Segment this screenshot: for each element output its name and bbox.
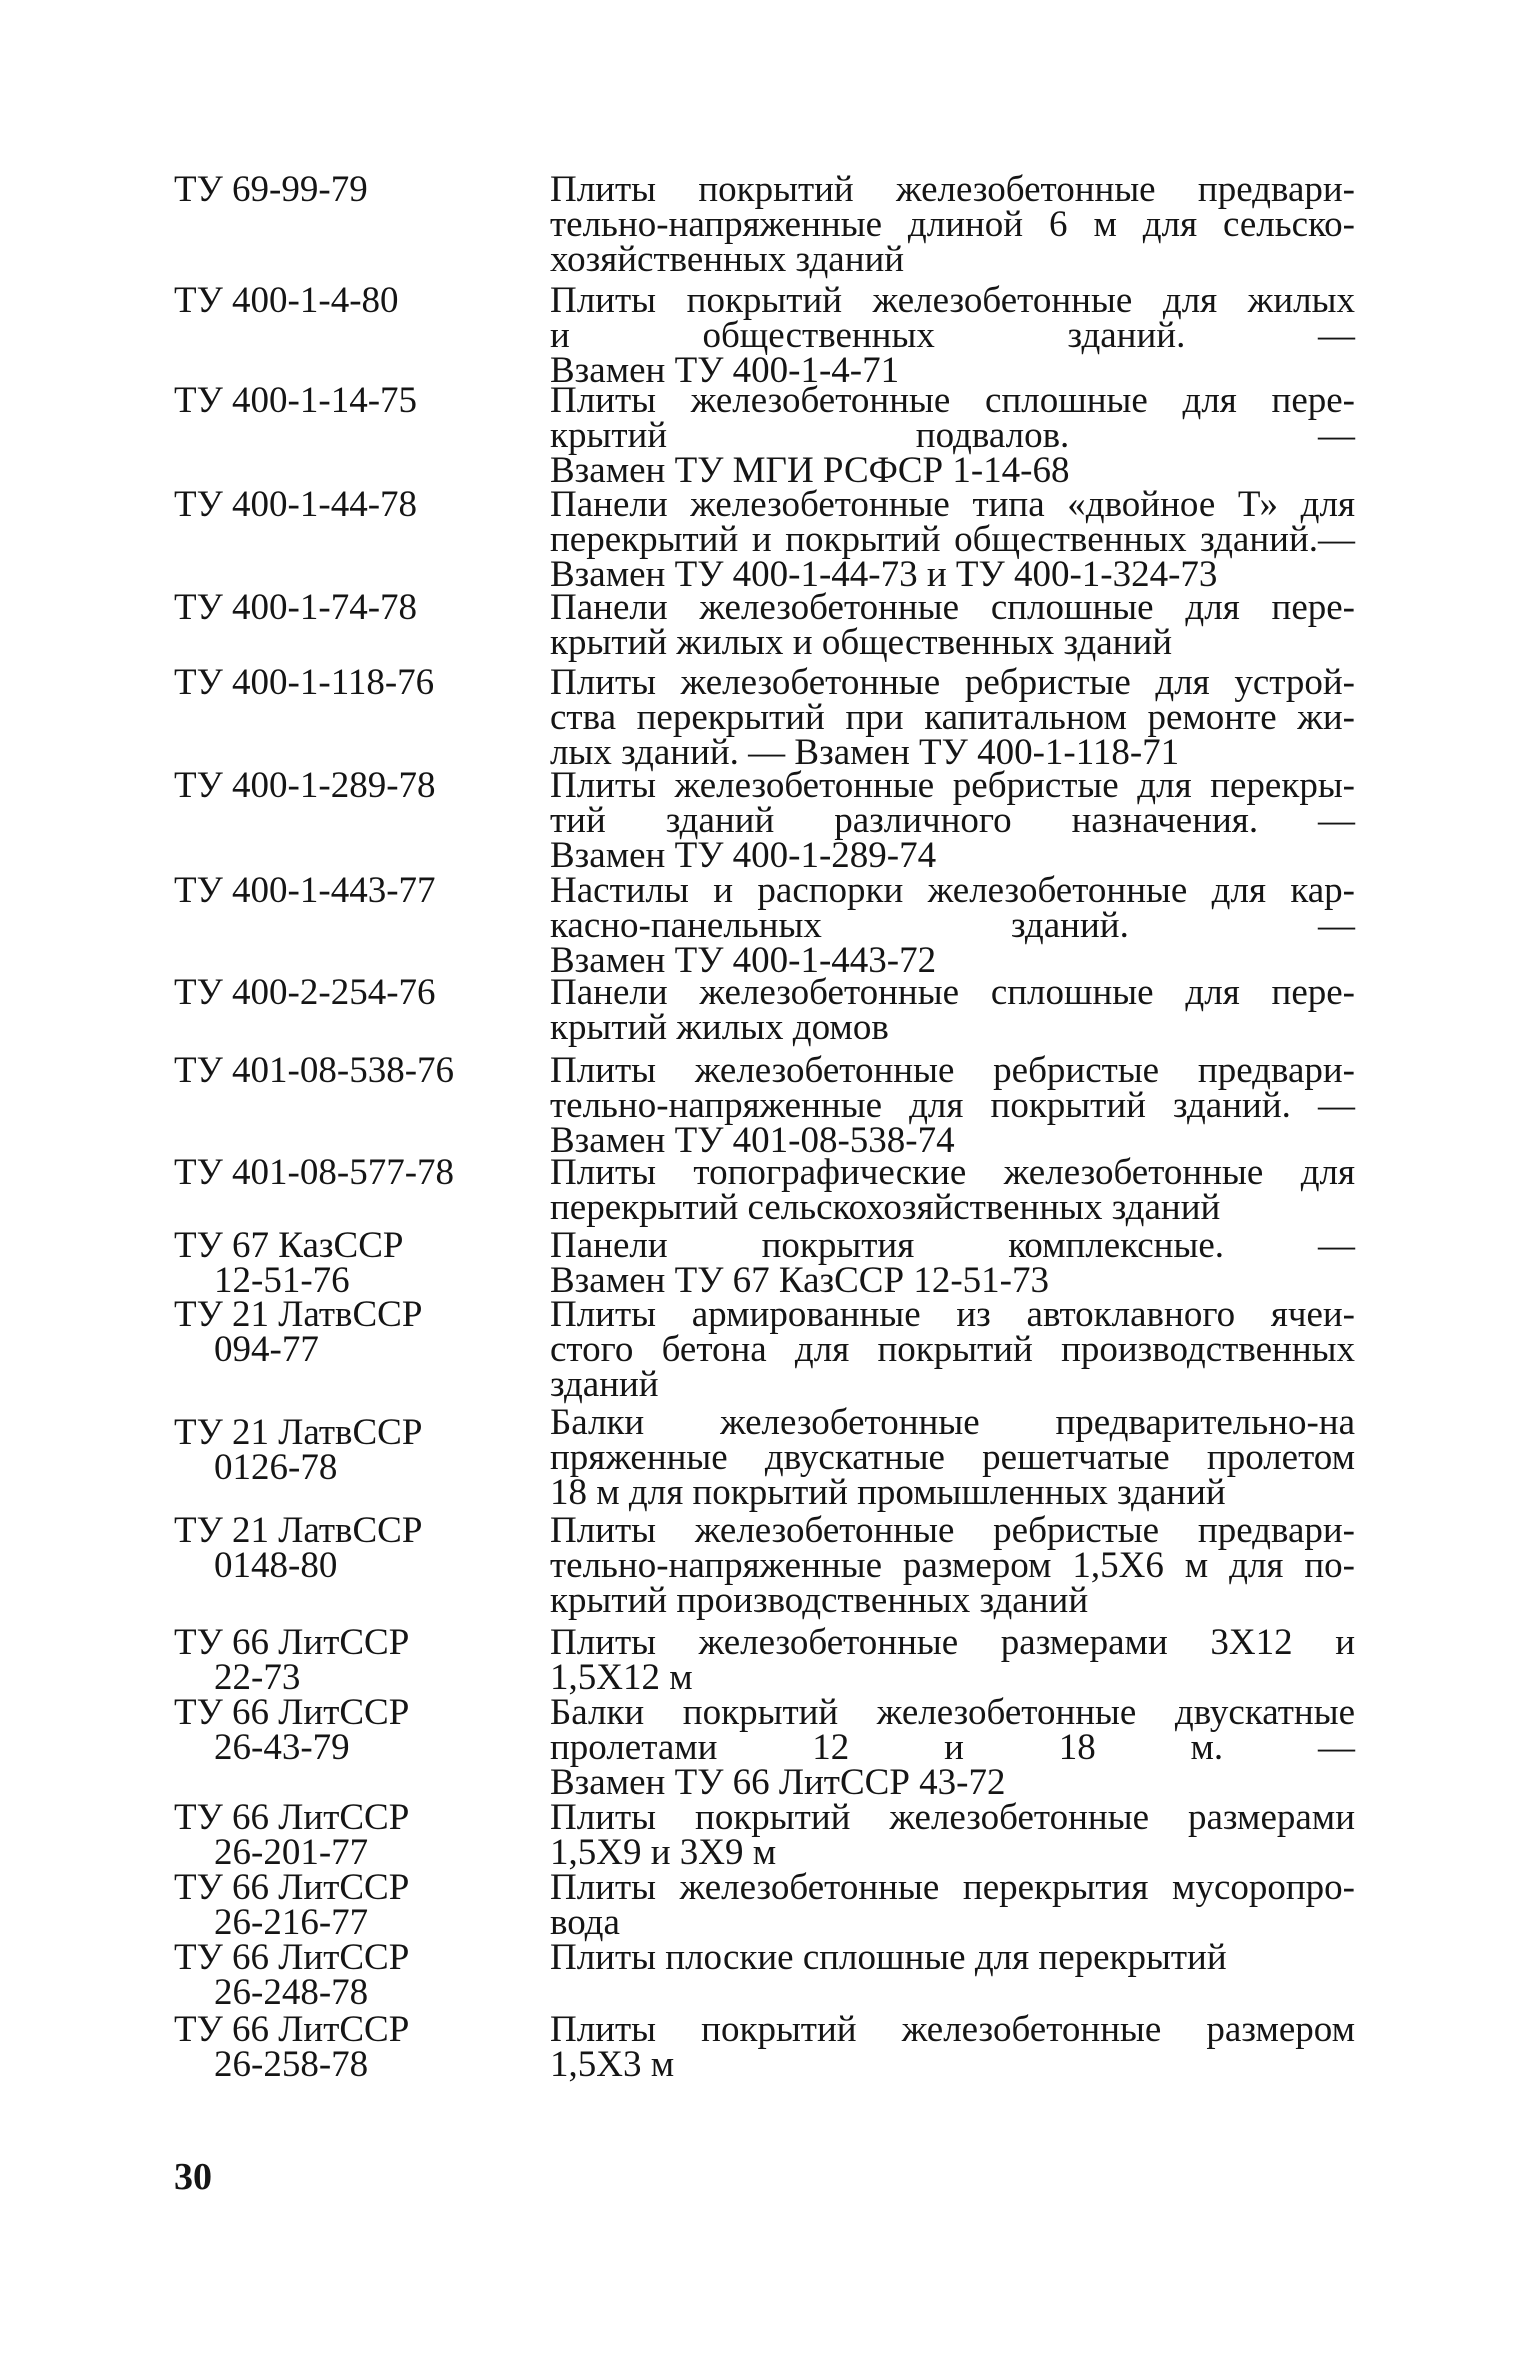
standard-description <box>550 484 1355 595</box>
description-line: 1,5Х12 м <box>550 1657 693 1698</box>
page-number: 30 <box>174 2156 212 2198</box>
standard-description <box>550 1510 1355 1621</box>
standard-code <box>174 1692 504 1768</box>
description-line: крытий жилых домов <box>550 1007 889 1048</box>
standard-code <box>174 870 504 911</box>
standard-code-line: ТУ 400-2-254-76 <box>174 972 436 1013</box>
description-line: Панели железобетонные сплошные для пере- <box>550 972 1355 1013</box>
standard-code-line: ТУ 400-1-4-80 <box>174 280 399 321</box>
standard-code-line: 12-51-76 <box>214 1260 350 1301</box>
standard-code <box>174 1050 504 1091</box>
description-line: Взамен ТУ 400-1-4-71 <box>550 350 900 391</box>
description-line: тельно-напряженные для покрытий зданий. — <box>550 1085 1355 1126</box>
description-line: Взамен ТУ 400-1-443-72 <box>550 940 937 981</box>
standard-code-line: 26-43-79 <box>214 1727 350 1768</box>
description-line: Плиты железобетонные ребристые для устрой- <box>550 662 1355 703</box>
standard-description <box>550 972 1355 1048</box>
description-line: перекрытий сельскохозяйственных зданий <box>550 1187 1221 1228</box>
standard-code-line: ТУ 66 ЛитССР <box>174 1622 410 1663</box>
description-line: Балки железобетонные предварительно-на <box>550 1402 1355 1443</box>
description-line: Плиты железобетонные ребристые предвари- <box>550 1510 1355 1551</box>
description-line: Панели железобетонные сплошные для пере- <box>550 587 1355 628</box>
description-line: Плиты топографические железобетонные для <box>550 1152 1355 1193</box>
description-line: лых зданий. — Взамен ТУ 400-1-118-71 <box>550 732 1180 773</box>
description-line: тельно-напряженные размером 1,5Х6 м для по- <box>550 1545 1355 1586</box>
standard-code <box>174 280 504 321</box>
description-line: Плиты железобетонные размерами 3Х12 и <box>550 1622 1355 1663</box>
standard-code-line: ТУ 400-1-289-78 <box>174 765 436 806</box>
standard-code-line: 094-77 <box>214 1329 319 1370</box>
standard-code <box>174 587 504 628</box>
standard-code-line: 26-248-78 <box>214 1972 369 2013</box>
standard-code-line: ТУ 69-99-79 <box>174 169 368 210</box>
description-line: и общественных зданий. — <box>550 315 1355 356</box>
standard-description <box>550 169 1355 280</box>
description-line: Плиты железобетонные ребристые для перекры- <box>550 765 1355 806</box>
standard-code-line: ТУ 400-1-74-78 <box>174 587 418 628</box>
description-line: Панели железобетонные типа «двойное Т» для <box>550 484 1355 525</box>
standard-code-line: 26-216-77 <box>214 1902 369 1943</box>
standard-description <box>550 380 1355 491</box>
description-line: 18 м для покрытий промышленных зданий <box>550 1472 1226 1513</box>
standard-code-line: ТУ 66 ЛитССР <box>174 1867 410 1908</box>
standard-description <box>550 870 1355 981</box>
standard-code-line: ТУ 401-08-577-78 <box>174 1152 455 1193</box>
standard-code <box>174 1937 504 2013</box>
standard-code <box>174 1412 504 1488</box>
standard-description <box>550 1050 1355 1161</box>
description-line: перекрытий и покрытий общественных зданий.— <box>550 519 1355 560</box>
description-line: Плиты покрытий железобетонные предвари- <box>550 169 1355 210</box>
description-line: 1,5Х3 м <box>550 2044 675 2085</box>
standard-code <box>174 972 504 1013</box>
standard-description <box>550 2009 1355 2085</box>
standard-code-line: ТУ 400-1-443-77 <box>174 870 436 911</box>
standard-code-line: ТУ 66 ЛитССР <box>174 1937 410 1978</box>
standard-description <box>550 1294 1355 1405</box>
standard-description <box>550 587 1355 663</box>
standard-description <box>550 280 1355 391</box>
standard-code-line: ТУ 21 ЛатвССР <box>174 1294 423 1335</box>
standard-code-line: 0148-80 <box>214 1545 338 1586</box>
standard-code-line: ТУ 66 ЛитССР <box>174 1797 410 1838</box>
description-line: вода <box>550 1902 620 1943</box>
standard-code-line: ТУ 66 ЛитССР <box>174 2009 410 2050</box>
description-line: пролетами 12 и 18 м. — <box>550 1727 1355 1768</box>
description-line: хозяйственных зданий <box>550 239 905 280</box>
description-line: крытий производственных зданий <box>550 1580 1089 1621</box>
description-line: 1,5Х9 и 3Х9 м <box>550 1832 777 1873</box>
standard-code-line: 26-258-78 <box>214 2044 369 2085</box>
description-line: тий зданий различного назначения. — <box>550 800 1355 841</box>
standard-code-line: 0126-78 <box>214 1447 338 1488</box>
description-line: Плиты железобетонные ребристые предвари- <box>550 1050 1355 1091</box>
standard-code-line: 26-201-77 <box>214 1832 369 1873</box>
standard-code <box>174 2009 504 2085</box>
description-line: Плиты железобетонные перекрытия мусоропро- <box>550 1867 1355 1908</box>
description-line: Взамен ТУ 400-1-289-74 <box>550 835 937 876</box>
standard-code <box>174 1294 504 1370</box>
standard-code-line: ТУ 400-1-14-75 <box>174 380 418 421</box>
description-line: Плиты покрытий железобетонные размерами <box>550 1797 1355 1838</box>
standard-code <box>174 662 504 703</box>
description-line: зданий <box>550 1364 659 1405</box>
description-line: Взамен ТУ 66 ЛитССР 43-72 <box>550 1762 1006 1803</box>
standard-code-line: ТУ 400-1-44-78 <box>174 484 418 525</box>
description-line: пряженные двускатные решетчатые пролетом <box>550 1437 1355 1478</box>
description-line: Взамен ТУ 401-08-538-74 <box>550 1120 955 1161</box>
standard-code-line: ТУ 21 ЛатвССР <box>174 1510 423 1551</box>
description-line: тельно-напряженные длиной 6 м для сельско- <box>550 204 1355 245</box>
description-line: Плиты железобетонные сплошные для пере- <box>550 380 1355 421</box>
standard-code-line: ТУ 67 КазССР <box>174 1225 404 1266</box>
standard-code <box>174 1867 504 1943</box>
standard-code <box>174 1797 504 1873</box>
description-line: Взамен ТУ 400-1-44-73 и ТУ 400-1-324-73 <box>550 554 1218 595</box>
standard-description <box>550 662 1355 773</box>
standard-description <box>550 1225 1355 1301</box>
standard-code <box>174 484 504 525</box>
standard-code-line: ТУ 400-1-118-76 <box>174 662 435 703</box>
standard-code <box>174 380 504 421</box>
description-line: Взамен ТУ МГИ РСФСР 1-14-68 <box>550 450 1070 491</box>
standard-code <box>174 1622 504 1698</box>
standard-code-line: ТУ 21 ЛатвССР <box>174 1412 423 1453</box>
standard-code-line: ТУ 66 ЛитССР <box>174 1692 410 1733</box>
description-line: Плиты плоские сплошные для перекрытий <box>550 1937 1227 1978</box>
description-line: Плиты покрытий железобетонные размером <box>550 2009 1355 2050</box>
description-line: крытий подвалов. — <box>550 415 1355 456</box>
description-line: Балки покрытий железобетонные двускатные <box>550 1692 1355 1733</box>
standard-code <box>174 169 504 210</box>
standard-description <box>550 1867 1355 1943</box>
standard-description <box>550 1622 1355 1698</box>
description-line: Настилы и распорки железобетонные для кар- <box>550 870 1355 911</box>
description-line: касно-панельных зданий. — <box>550 905 1355 946</box>
description-line: Плиты армированные из автоклавного ячеи- <box>550 1294 1355 1335</box>
description-line: Плиты покрытий железобетонные для жилых <box>550 280 1355 321</box>
standard-description <box>550 1937 1355 1978</box>
standard-description <box>550 1152 1355 1228</box>
standard-description <box>550 1402 1355 1513</box>
standard-code <box>174 765 504 806</box>
standard-code-line: ТУ 401-08-538-76 <box>174 1050 455 1091</box>
description-line: Взамен ТУ 67 КазССР 12-51-73 <box>550 1260 1049 1301</box>
standard-description <box>550 1692 1355 1803</box>
standard-description <box>550 765 1355 876</box>
description-line: ства перекрытий при капитальном ремонте жи- <box>550 697 1355 738</box>
standard-description <box>550 1797 1355 1873</box>
standard-code <box>174 1510 504 1586</box>
standard-code <box>174 1152 504 1193</box>
description-line: стого бетона для покрытий производственных <box>550 1329 1355 1370</box>
description-line: Панели покрытия комплексные. — <box>550 1225 1355 1266</box>
description-line: крытий жилых и общественных зданий <box>550 622 1173 663</box>
standard-code-line: 22-73 <box>214 1657 301 1698</box>
standard-code <box>174 1225 504 1301</box>
